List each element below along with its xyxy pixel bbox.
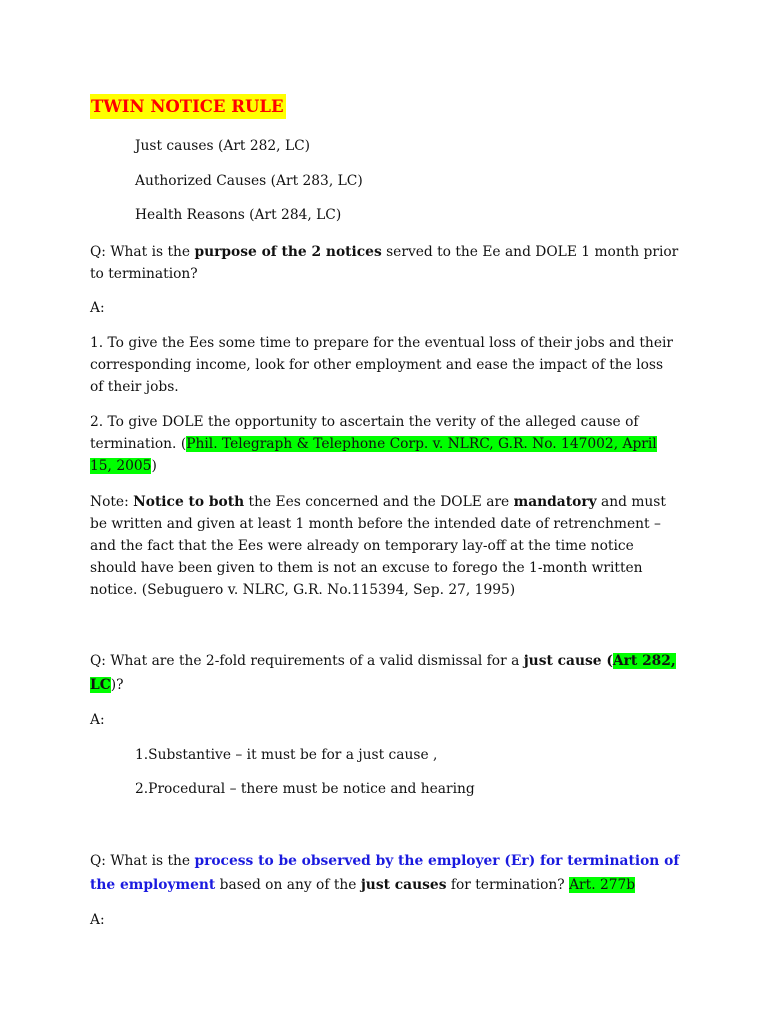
note-bold-1: Notice to both — [133, 494, 245, 510]
question-3: Q: What is the process to be observed by the employer (Er) for termination of the employment based on any of the just causes for termination? Art. 277b — [90, 853, 680, 893]
question-2: Q: What are the 2-fold requirements of a valid dismissal for a just cause (Art 282, LC)? — [90, 653, 676, 693]
answer-1-item-1: 1. To give the Ees some time to prepare for the eventual loss of their jobs and their corresponding income, look for other employment and ease the impact of the loss of their jobs. — [90, 335, 673, 395]
q1-bold-phrase: purpose of the 2 notices — [194, 244, 382, 260]
answer-3-label: A: — [90, 912, 105, 928]
answer-2-substantive: 1.Substantive – it must be for a just cause , — [135, 747, 438, 763]
question-1: Q: What is the purpose of the 2 notices served to the Ee and DOLE 1 month prior to termination? — [90, 244, 679, 282]
q3-bold-phrase: just causes — [360, 877, 447, 893]
citation-highlight: Phil. Telegraph & Telephone Corp. v. NLRC, G.R. No. 147002, April 15, 2005 — [90, 436, 657, 474]
cause-item-health: Health Reasons (Art 284, LC) — [135, 207, 342, 223]
q2-article-highlight: Art 282, LC — [90, 653, 676, 693]
q3-blue-phrase: process to be observed by the employer (Er) for termination of the employment — [90, 853, 680, 893]
document-title: TWIN NOTICE RULE — [90, 94, 286, 119]
answer-2-label: A: — [90, 712, 105, 728]
cause-item-authorized: Authorized Causes (Art 283, LC) — [135, 173, 363, 189]
q2-bold-phrase: just cause — [523, 653, 602, 669]
answer-1-item-2: 2. To give DOLE the opportunity to ascertain the verity of the alleged cause of termination. (Phil. Telegraph & Telephone Corp. v. NLRC, G.R. No. 147002, April 15, 2005) — [90, 414, 657, 474]
note-paragraph: Note: Notice to both the Ees concerned and the DOLE are mandatory and must be written and given at least 1 month before the intended date of retrenchment – and the fact that the Ees were already on temporary lay-off at the time notice should have been given to them is not an excuse to forego the 1-month written notice. (Sebuguero v. NLRC, G.R. No.115394, Sep. 27, 1995) — [90, 494, 666, 598]
cause-item-just: Just causes (Art 282, LC) — [135, 138, 311, 154]
answer-1-label: A: — [90, 300, 105, 316]
answer-2-procedural: 2.Procedural – there must be notice and hearing — [135, 781, 475, 797]
q3-article-highlight: Art. 277b — [569, 877, 636, 893]
note-bold-2: mandatory — [513, 494, 597, 510]
